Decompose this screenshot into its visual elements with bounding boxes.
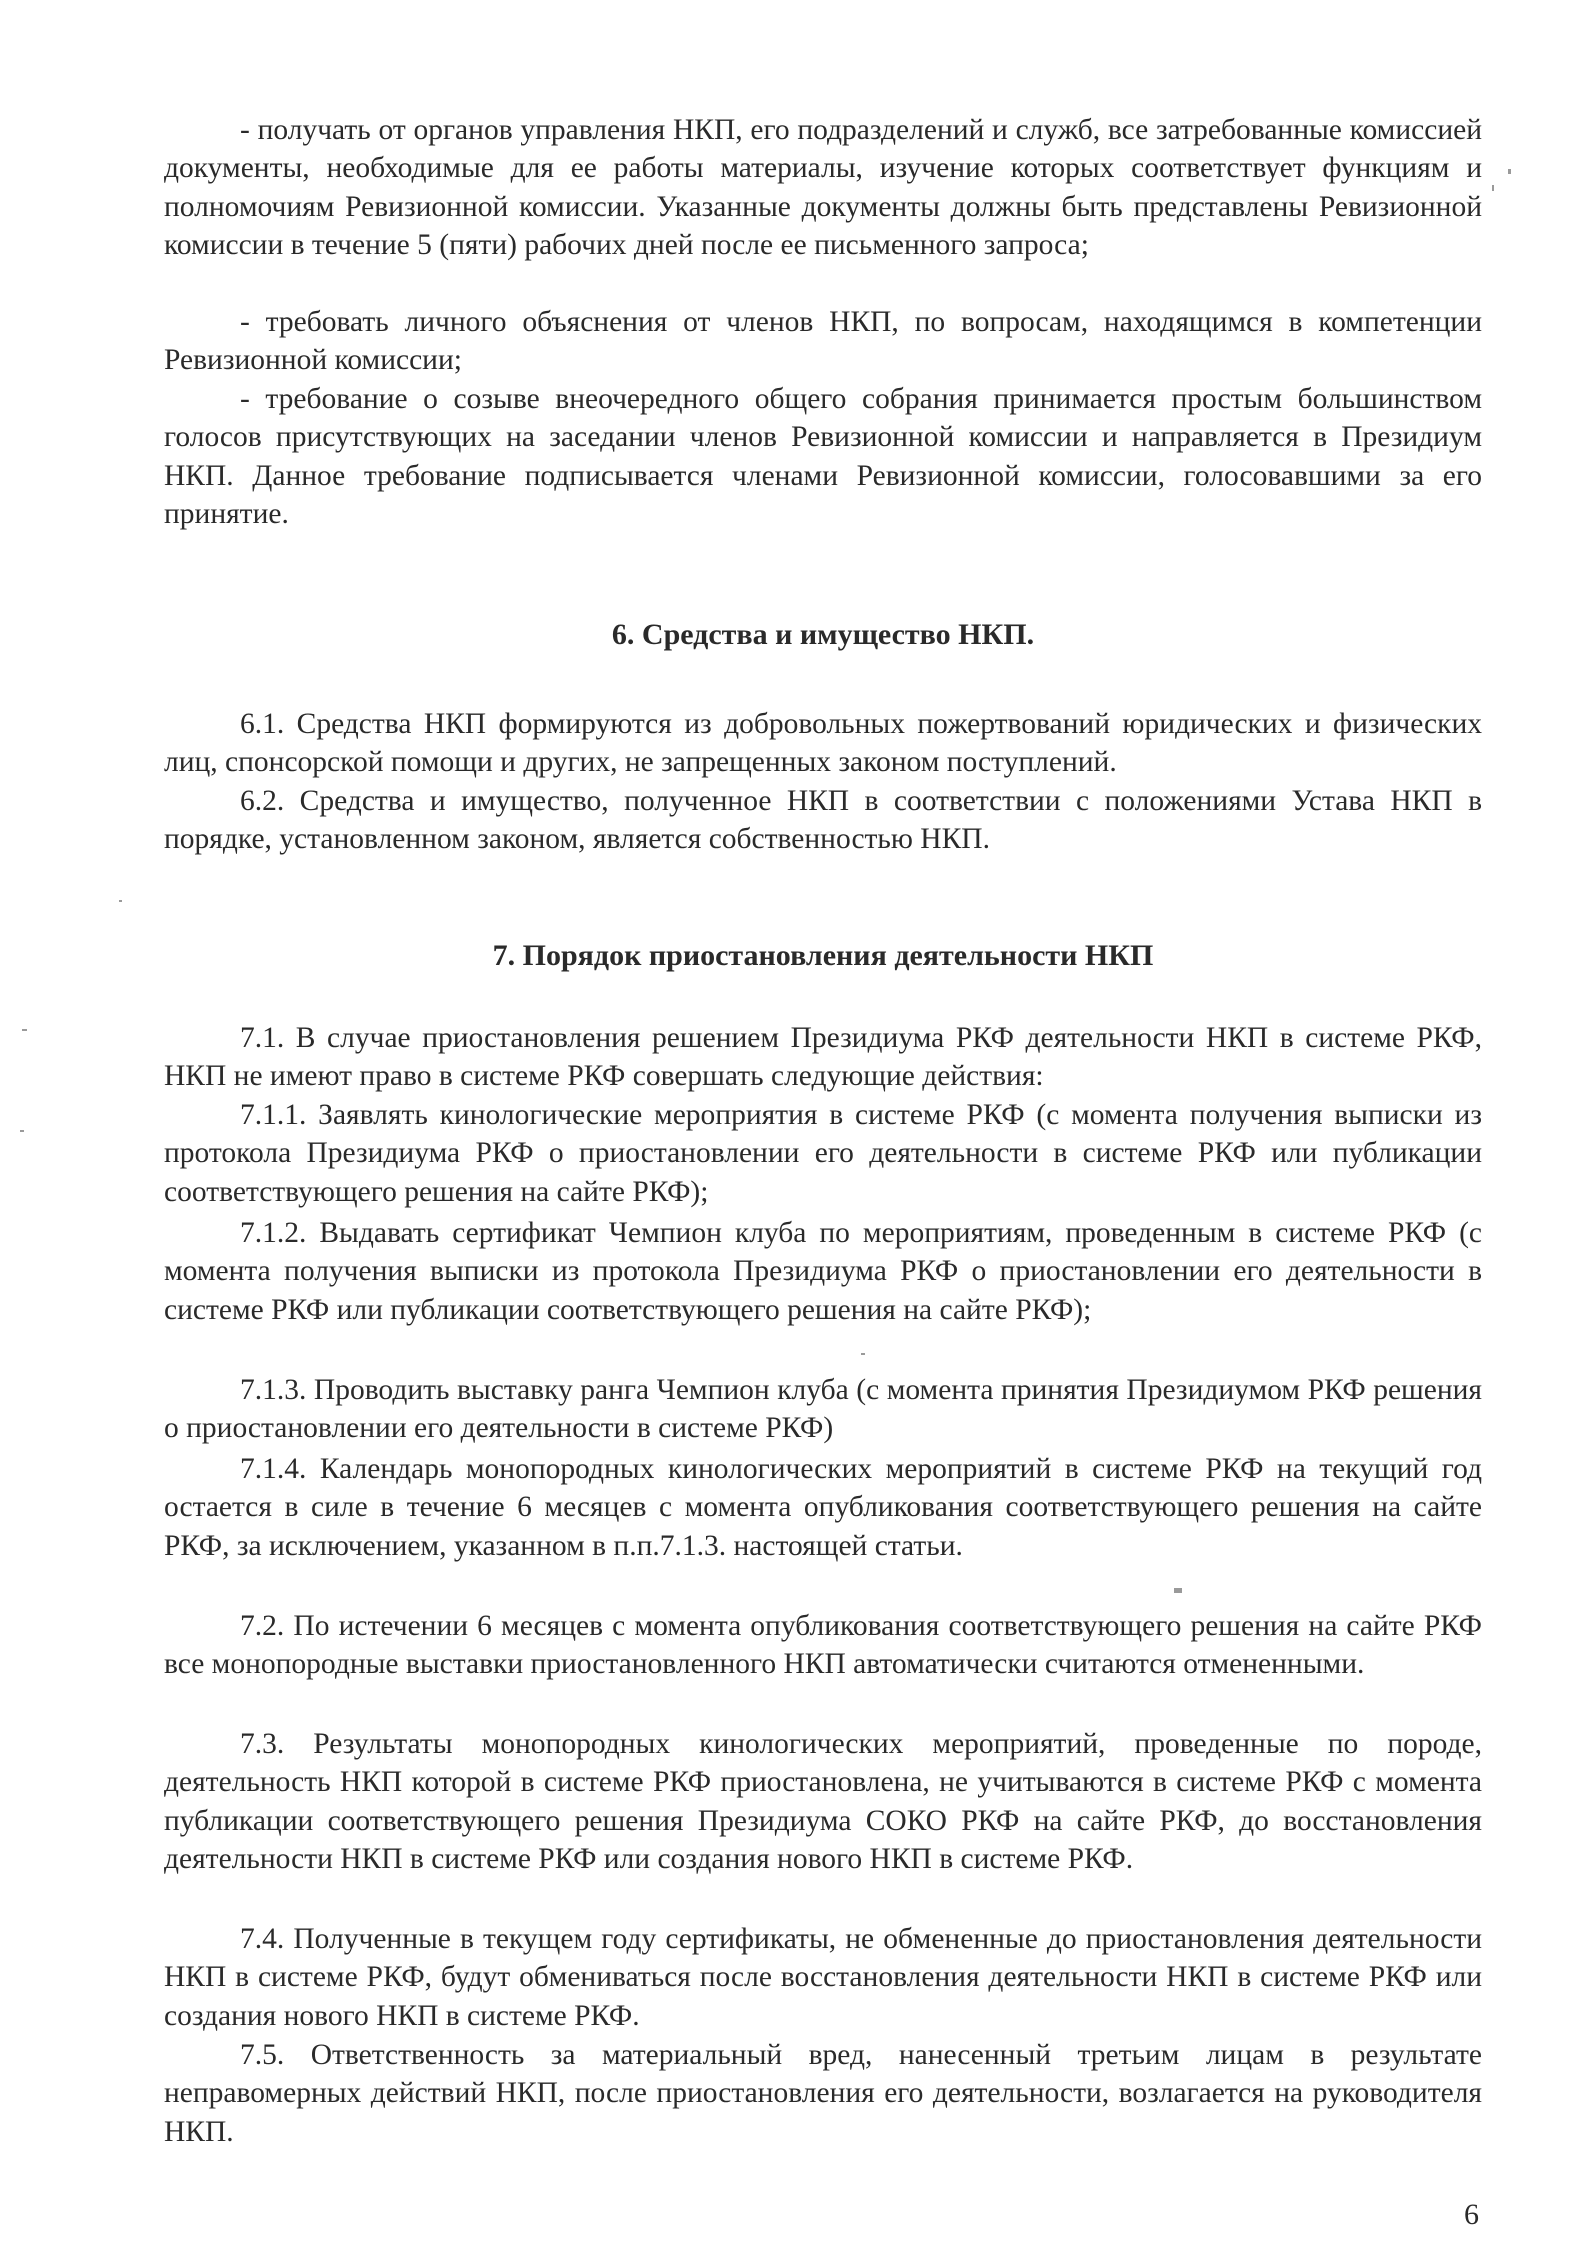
section-7-title: 7. Порядок приостановления деятельности НКП [492, 939, 1154, 972]
page-number: 6 [1464, 2198, 1479, 2231]
section-7-paragraph: 7.1. В случае приостановления решением Президиума РКФ деятельности НКП в системе РКФ, НКП не имеют право в системе РКФ совершать следующие действия: [164, 1022, 1482, 1093]
section-7-paragraph: 7.4. Полученные в текущем году сертификаты, не обмененные до приостановления деятельности НКП в системе РКФ, будут обмениваться после восстановления деятельности НКП в системе РКФ или создания нового НКП в системе РКФ. [164, 1923, 1482, 2032]
rights-item-explanation: - требовать личного объяснения от членов НКП, по вопросам, находящимся в компетенции Ревизионной комиссии; [164, 306, 1482, 377]
scan-speck [22, 1029, 27, 1031]
section-7-paragraph: 7.2. По истечении 6 месяцев с момента опубликования соответствующего решения на сайте РКФ все монопородные выставки приостановленного НКП автоматически считаются отмененными. [164, 1610, 1482, 1681]
scan-speck [20, 1130, 24, 1132]
scan-speck [119, 900, 122, 902]
section-7-paragraph: 7.5. Ответственность за материальный вред, нанесенный третьим лицам в результате неправомерных действий НКП, после приостановления его деятельности, возлагается на руководителя НКП. [164, 2039, 1482, 2148]
section-7-paragraph: 7.1.2. Выдавать сертификат Чемпион клуба по мероприятиям, проведенным в системе РКФ (с момента получения выписки из протокола Президиума РКФ о приостановлении его деятельности в системе РКФ или публикации соответствующего решения на сайте РКФ); [164, 1217, 1482, 1326]
scan-speck [1174, 1588, 1182, 1593]
section-6-paragraph: 6.1. Средства НКП формируются из добровольных пожертвований юридических и физических лиц, спонсорской помощи и других, не запрещенных законом поступлений. [164, 708, 1482, 779]
scan-speck [1492, 185, 1494, 191]
section-7-paragraph: 7.1.3. Проводить выставку ранга Чемпион клуба (с момента принятия Президиумом РКФ решения о приостановлении его деятельности в системе РКФ) [164, 1374, 1482, 1445]
rights-item-meeting-request: - требование о созыве внеочередного общего собрания принимается простым большинством голосов присутствующих на заседании членов Ревизионной комиссии и направляется в Президиум НКП. Данное требование подписывается членами Ревизионной комиссии, голосовавшими за его принятие. [164, 383, 1482, 530]
section-7-paragraph: 7.1.1. Заявлять кинологические мероприятия в системе РКФ (с момента получения выписки из протокола Президиума РКФ о приостановлении его деятельности в системе РКФ или публикации соответствующего решения на сайте РКФ); [164, 1099, 1482, 1208]
rights-item-documents: - получать от органов управления НКП, его подразделений и служб, все затребованные комиссией документы, необходимые для ее работы материалы, изучение которых соответствует функциям и полномочиям Ревизионной комиссии. Указанные документы должны быть представлены Ревизионной комиссии в течение 5 (пяти) рабочих дней после ее письменного запроса; [164, 114, 1482, 261]
scan-speck [861, 1353, 865, 1355]
scan-speck [1508, 169, 1511, 174]
section-6-title: 6. Средства и имущество НКП. [611, 618, 1035, 651]
section-7-paragraph: 7.1.4. Календарь монопородных кинологических мероприятий в системе РКФ на текущий год остается в силе в течение 6 месяцев с момента опубликования соответствующего решения на сайте РКФ, за исключением, указанном в п.п.7.1.3. настоящей статьи. [164, 1453, 1482, 1562]
section-7-paragraph: 7.3. Результаты монопородных кинологических мероприятий, проведенные по породе, деятельность НКП которой в системе РКФ приостановлена, не учитываются в системе РКФ с момента публикации соответствующего решения Президиума СОКО РКФ на сайте РКФ, до восстановления деятельности НКП в системе РКФ или создания нового НКП в системе РКФ. [164, 1728, 1482, 1875]
section-6-paragraph: 6.2. Средства и имущество, полученное НКП в соответствии с положениями Устава НКП в порядке, установленном законом, является собственностью НКП. [164, 785, 1482, 856]
